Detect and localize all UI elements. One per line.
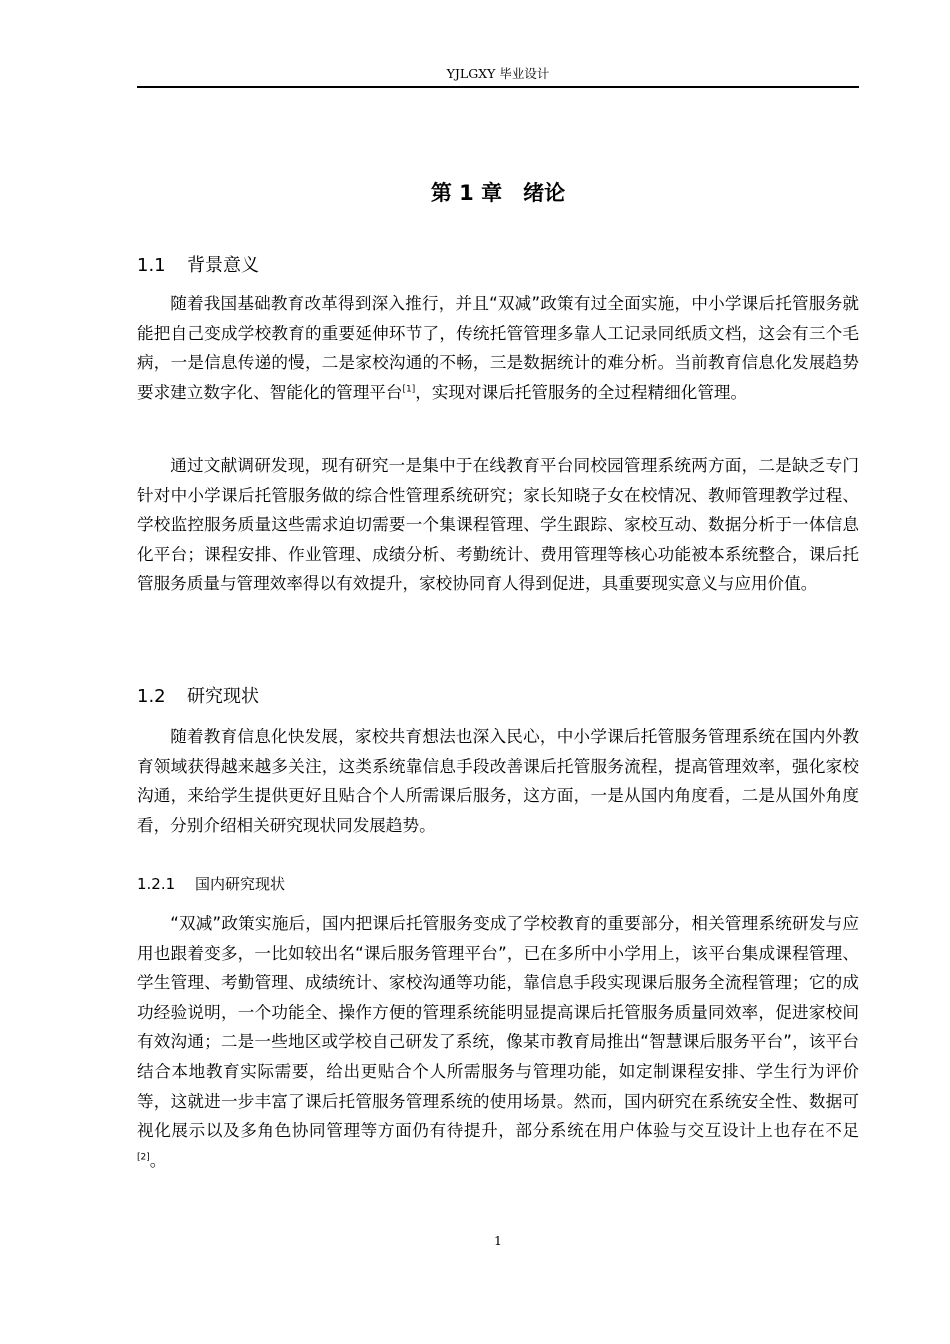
section-title: 背景意义 — [187, 255, 259, 276]
page-header: YJLGXY 毕业设计 — [446, 66, 550, 81]
citation-ref: [1] — [402, 384, 416, 395]
section-number: 1.1 — [137, 255, 166, 276]
section-title: 研究现状 — [187, 686, 259, 707]
paragraph-background-1 — [137, 289, 859, 407]
subsection-title: 国内研究现状 — [195, 875, 286, 893]
paragraph-background-2: 通过文献调研发现，现有研究一是集中于在线教育平台同校园管理系统两方面，二是缺乏专门针对中小学课后托管服务做的综合性管理系统研究；家长知晓子女在校情况、教师管理教学过程、学校监控服务质量这些需求迫切需要一个集课程管理、学生跟踪、家校互动、数据分析于一体信息化平台；课程安排、作业管理、成绩分析、考勤统计、费用管理等核心功能被本系统整合，课后托管服务质量与管理效率得以有效提升，家校协同育人得到促进，具重要现实意义与应用价值。 — [137, 456, 859, 594]
subsection-heading-1-2-1 — [137, 871, 859, 897]
page-number: 1 — [494, 1233, 502, 1248]
chapter-title: 第 1 章 绪论 — [430, 181, 566, 205]
paragraph-research-status: 随着教育信息化快发展，家校共育想法也深入民心，中小学课后托管服务管理系统在国内外教育领域获得越来越多关注，这类系统靠信息手段改善课后托管服务流程，提高管理效率，强化家校沟通，来给学生提供更好且贴合个人所需课后服务，这方面，一是从国内角度看，二是从国外角度看，分别介绍相关研究现状同发展趋势。 — [137, 727, 859, 835]
paragraph-text: 随着我国基础教育改革得到深入推行，并且“双减”政策有过全面实施，中小学课后托管服务就能把自己变成学校教育的重要延伸环节了，传统托管管理多靠人工记录同纸质文档，这会有三个毛病，一是信息传递的慢，二是家校沟通的不畅，三是数据统计的难分析。当前教育信息化发展趋势要求建立数字化、智能化的管理平台 — [137, 294, 859, 402]
paragraph-domestic-research — [137, 909, 859, 1175]
section-heading-1-2 — [137, 682, 859, 712]
section-heading-1-1 — [137, 251, 859, 281]
paragraph-text: ，实现对课后托管服务的全过程精细化管理。 — [415, 382, 748, 402]
header-rule — [137, 86, 859, 88]
subsection-number: 1.2.1 — [137, 875, 176, 893]
paragraph-text: “双减”政策实施后，国内把课后托管服务变成了学校教育的重要部分，相关管理系统研发与应用也跟着变多，一比如较出名“课后服务管理平台”，已在多所中小学用上，该平台集成课程管理、学生管理、考勤管理、成绩统计、家校沟通等功能，靠信息手段实现课后服务全流程管理；它的成功经验说明，一个功能全、操作方便的管理系统能明显提高课后托管服务质量同效率，促进家校间有效沟通；二是一些地区或学校自己研发了系统，像某市教育局推出“智慧课后服务平台”，该平台结合本地教育实际需要，给出更贴合个人所需服务与管理功能，如定制课程安排、学生行为评价等，这就进一步丰富了课后托管服务管理系统的使用场景。然而，国内研究在系统安全性、数据可视化展示以及多角色协同管理等方面仍有待提升，部分系统在用户体验与交互设计上也存在不足 — [137, 914, 859, 1141]
citation-ref: [2] — [137, 1152, 150, 1163]
paragraph-text: 。 — [149, 1150, 167, 1170]
section-number: 1.2 — [137, 686, 166, 707]
